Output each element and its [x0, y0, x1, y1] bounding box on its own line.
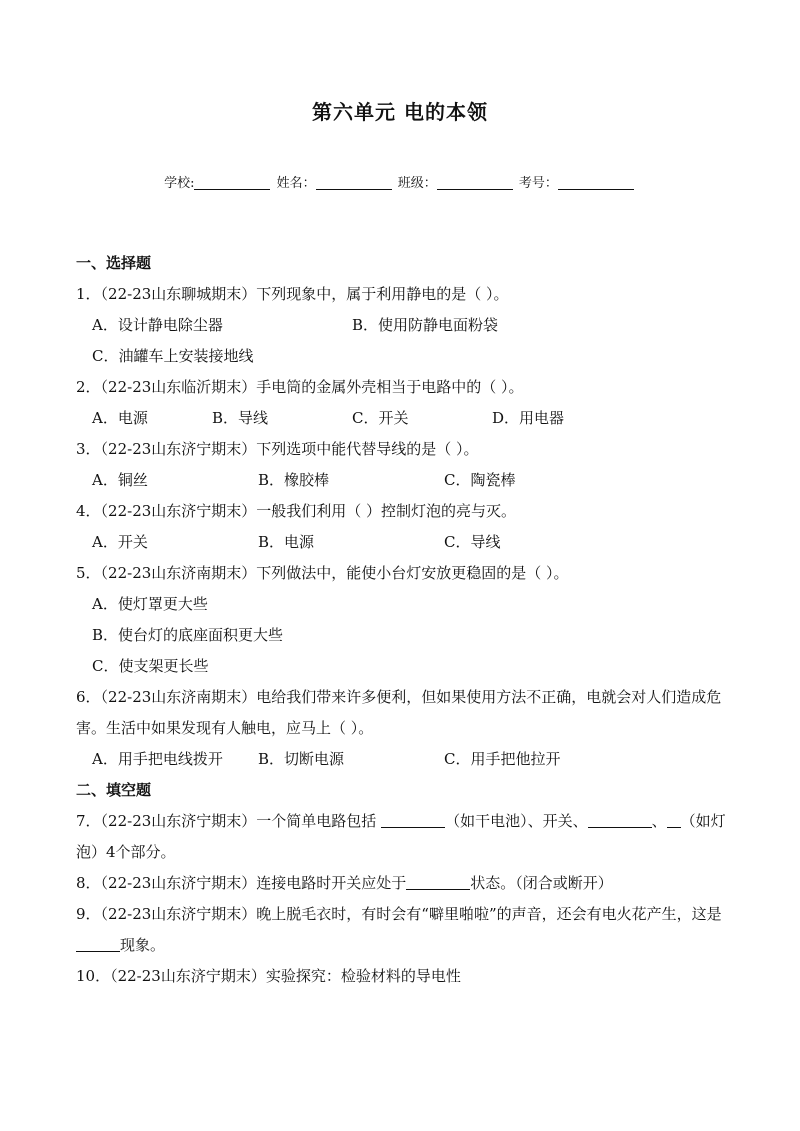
- question-7-blank-3: [667, 811, 681, 828]
- section-heading-choice: 一、选择题: [76, 254, 152, 272]
- question-7-text-1: 7．（22-23山东济宁期末）一个简单电路包括: [76, 812, 382, 830]
- question-2-option-d: D．用电器: [492, 409, 565, 427]
- question-3-stem: 3．（22-23山东济宁期末）下列选项中能代替导线的是（ ）。: [76, 440, 479, 458]
- question-1-options-row2: [76, 341, 736, 372]
- question-7: [76, 806, 736, 868]
- school-blank: [194, 175, 270, 190]
- question-2-stem: 2．（22-23山东临沂期末）手电筒的金属外壳相当于电路中的（ ）。: [76, 378, 524, 396]
- student-info-line: [0, 172, 800, 191]
- question-6-option-b: B．切断电源: [258, 750, 345, 768]
- question-8-text-2: 状态。（闭合或断开）: [470, 874, 613, 892]
- question-5-option-b: B．使台灯的底座面积更大些: [92, 626, 284, 644]
- question-9-text-1: 9．（22-23山东济宁期末）晚上脱毛衣时，有时会有“噼里啪啦”的声音，还会有电火花产生，这是: [76, 905, 722, 923]
- question-7-text-4: （如灯泡）4个部分。: [76, 812, 726, 861]
- question-8-text-1: 8．（22-23山东济宁期末）连接电路时开关应处于: [76, 874, 407, 892]
- name-label: 姓名：: [276, 176, 316, 191]
- question-3-option-b: B．橡胶棒: [258, 471, 330, 489]
- exam-number-label: 考号：: [518, 176, 558, 191]
- question-1-option-a: A．设计静电除尘器: [92, 316, 223, 334]
- question-6-option-a: A．用手把电线拨开: [92, 750, 223, 768]
- class-label: 班级：: [397, 176, 437, 191]
- question-6-option-c: C．用手把他拉开: [444, 750, 561, 768]
- question-7-blank-2: [588, 811, 652, 828]
- question-9-blank: [76, 935, 120, 952]
- question-4-option-a: A．开关: [92, 533, 148, 551]
- exam-number-blank: [558, 175, 634, 190]
- question-7-blank-1: [381, 811, 445, 828]
- question-7-text-3: 、: [651, 812, 667, 830]
- question-6-options: [76, 744, 736, 775]
- question-2-options: [76, 403, 736, 434]
- section-heading-fill-blank: 二、填空题: [76, 781, 152, 799]
- school-label: 学校:: [164, 176, 195, 191]
- question-1-option-b: B．使用防静电面粉袋: [352, 316, 499, 334]
- question-4-options: [76, 527, 736, 558]
- question-list: [76, 248, 736, 992]
- page-title: 第六单元 电的本领: [312, 100, 488, 124]
- question-3-options: [76, 465, 736, 496]
- name-blank: [316, 175, 392, 190]
- question-1-option-c: C．油罐车上安装接地线: [92, 347, 254, 365]
- question-7-text-2: （如干电池）、开关、: [445, 812, 588, 830]
- question-2-option-b: B．导线: [212, 409, 269, 427]
- question-1-stem: 1．（22-23山东聊城期末）下列现象中，属于利用静电的是（ ）。: [76, 285, 509, 303]
- question-8: [76, 868, 736, 899]
- question-4-stem: 4．（22-23山东济宁期末）一般我们利用（ ）控制灯泡的亮与灭。: [76, 502, 517, 520]
- class-blank: [437, 175, 513, 190]
- question-5-option-c-row: [76, 651, 736, 682]
- question-9: [76, 899, 736, 961]
- question-9-text-2: 现象。: [120, 936, 166, 954]
- question-5-option-a: A．使灯罩更大些: [92, 595, 208, 613]
- question-10-stem: 10．（22-23山东济宁期末）实验探究：检验材料的导电性: [76, 967, 461, 985]
- question-8-blank: [406, 873, 470, 890]
- question-4-option-b: B．电源: [258, 533, 315, 551]
- question-5-option-b-row: [76, 620, 736, 651]
- question-3-option-c: C．陶瓷棒: [444, 471, 516, 489]
- question-5-stem: 5．（22-23山东济南期末）下列做法中，能使小台灯安放更稳固的是（ ）。: [76, 564, 569, 582]
- question-6-stem: 6．（22-23山东济南期末）电给我们带来许多便利，但如果使用方法不正确，电就会对人们造成危害。生活中如果发现有人触电，应马上（ ）。: [76, 688, 722, 737]
- question-2-option-a: A．电源: [92, 409, 148, 427]
- question-3-option-a: A．铜丝: [92, 471, 148, 489]
- question-1-options-row1: [76, 310, 736, 341]
- question-5-option-c: C．使支架更长些: [92, 657, 209, 675]
- question-2-option-c: C．开关: [352, 409, 409, 427]
- question-4-option-c: C．导线: [444, 533, 501, 551]
- question-5-option-a-row: [76, 589, 736, 620]
